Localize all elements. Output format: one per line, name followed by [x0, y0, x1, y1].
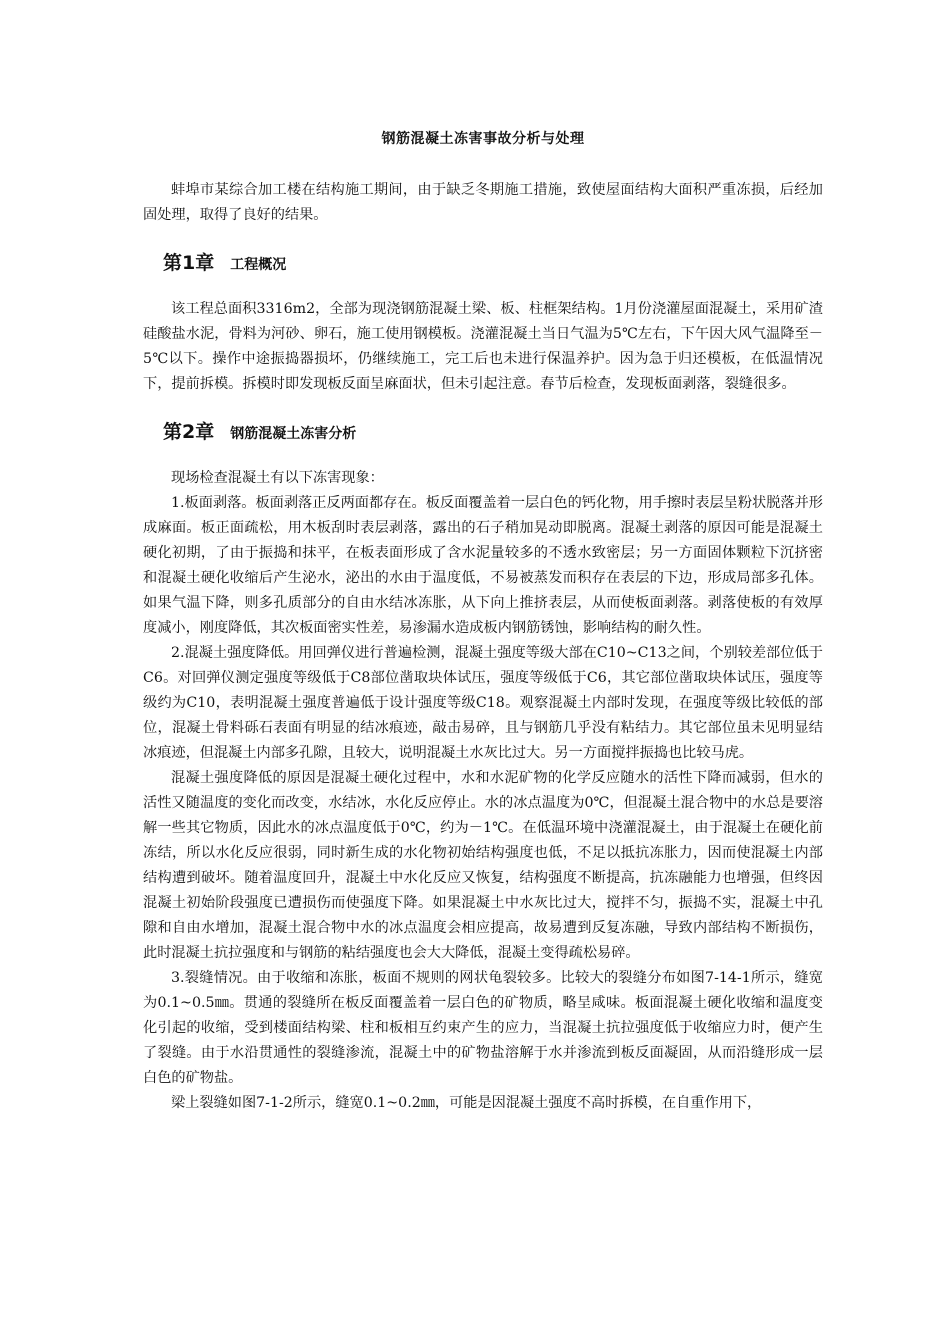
chapter-2-title: 钢筋混凝土冻害分析 — [230, 426, 357, 442]
document-title: 钢筋混凝土冻害事故分析与处理 — [381, 131, 585, 147]
intro-paragraph: 蚌埠市某综合加工楼在结构施工期间，由于缺乏冬期施工措施，致使屋面结构大面积严重冻损，后经加固处理，取得了良好的结果。 — [143, 182, 823, 223]
document-page — [143, 118, 823, 1116]
chapter-1-paragraph: 该工程总面积3316m2，全部为现浇钢筋混凝土梁、板、柱框架结构。1月份浇灌屋面混凝土，采用矿渣硅酸盐水泥，骨料为河砂、卵石，施工使用钢模板。浇灌混凝土当日气温为5℃左右，下午因大风气温降至－5℃以下。操作中途振捣器损坏，仍继续施工，完工后也未进行保温养护。因为急于归还模板，在低温情况下，提前拆模。拆模时即发现板反面呈麻面状，但未引起注意。春节后检查，发现板面剥落，裂缝很多。 — [143, 301, 823, 392]
chapter-1-title: 工程概况 — [230, 257, 287, 273]
chapter-2-number: 第2章 — [163, 421, 215, 443]
chapter-2-paragraph-cracks: 3.裂缝情况。由于收缩和冻胀，板面不规则的网状龟裂较多。比较大的裂缝分布如图7-14-1所示，缝宽为0.1~0.5㎜。贯通的裂缝所在板反面覆盖着一层白色的矿物质，略呈咸味。板面混凝土硬化收缩和温度变化引起的收缩，受到楼面结构梁、柱和板相互约束产生的应力，当混凝土抗拉强度低于收缩应力时，便产生了裂缝。由于水沿贯通性的裂缝渗流，混凝土中的矿物盐溶解于水并渗流到板反面凝固，从而沿缝形成一层白色的矿物盐。 — [143, 970, 823, 1086]
chapter-2-intro-paragraph: 现场检查混凝土有以下冻害现象： — [171, 470, 384, 486]
chapter-1-number: 第1章 — [163, 252, 215, 274]
chapter-2-paragraph-beam-cracks: 梁上裂缝如图7-1-2所示，缝宽0.1~0.2㎜，可能是因混凝土强度不高时拆模，在自重作用下， — [171, 1095, 762, 1111]
chapter-1-heading — [163, 248, 823, 275]
chapter-2-paragraph-strength-cause: 混凝土强度降低的原因是混凝土硬化过程中，水和水泥矿物的化学反应随水的活性下降而减弱，但水的活性又随温度的变化而改变，水结冰，水化反应停止。水的冰点温度为0℃，但混凝土混合物中的水总是要溶解一些其它物质，因此水的冰点温度低于0℃，约为－1℃。在低温环境中浇灌混凝土，由于混凝土在硬化前冻结，所以水化反应很弱，同时新生成的水化物初始结构强度也低，不足以抵抗冻胀力，因而使混凝土内部结构遭到破坏。随着温度回升，混凝土中水化反应又恢复，结构强度不断提高，抗冻融能力也增强，但终因混凝土初始阶段强度已遭损伤而使强度下降。如果混凝土中水灰比过大，搅拌不匀，振捣不实，混凝土中孔隙和自由水增加，混凝土混合物中水的冰点温度会相应提高，故易遭到反复冻融，导致内部结构不断损伤，此时混凝土抗拉强度和与钢筋的粘结强度也会大大降低，混凝土变得疏松易碎。 — [143, 770, 823, 961]
chapter-2-paragraph-strength: 2.混凝土强度降低。用回弹仪进行普遍检测，混凝土强度等级大部在C10~C13之间，个别较差部位低于C6。对回弹仪测定强度等级低于C8部位凿取块体试压，强度等级低于C6，其它部位凿取块体试压，强度等级约为C10，表明混凝土强度普遍低于设计强度等级C18。观察混凝土内部时发现，在强度等级比较低的部位，混凝土骨料砾石表面有明显的结冰痕迹，敲击易碎，且与钢筋几乎没有粘结力。其它部位虽未见明显结冰痕迹，但混凝土内部多孔隙，且较大，说明混凝土水灰比过大。另一方面搅拌振捣也比较马虎。 — [143, 645, 823, 761]
chapter-2-heading — [163, 417, 823, 444]
chapter-2-paragraph-spalling: 1.板面剥落。板面剥落正反两面都存在。板反面覆盖着一层白色的钙化物，用手擦时表层呈粉状脱落并形成麻面。板正面疏松，用木板刮时表层剥落，露出的石子稍加晃动即脱离。混凝土剥落的原因可能是混凝土硬化初期，了由于振捣和抹平，在板表面形成了含水泥量较多的不透水致密层；另一方面固体颗粒下沉挤密和混凝土硬化收缩后产生泌水，泌出的水由于温度低，不易被蒸发而积存在表层的下边，形成局部多孔体。如果气温下降，则多孔质部分的自由水结冰冻胀，从下向上推挤表层，从而使板面剥落。剥落使板的有效厚度减小，刚度降低，其次板面密实性差，易渗漏水造成板内钢筋锈蚀，影响结构的耐久性。 — [143, 495, 823, 636]
